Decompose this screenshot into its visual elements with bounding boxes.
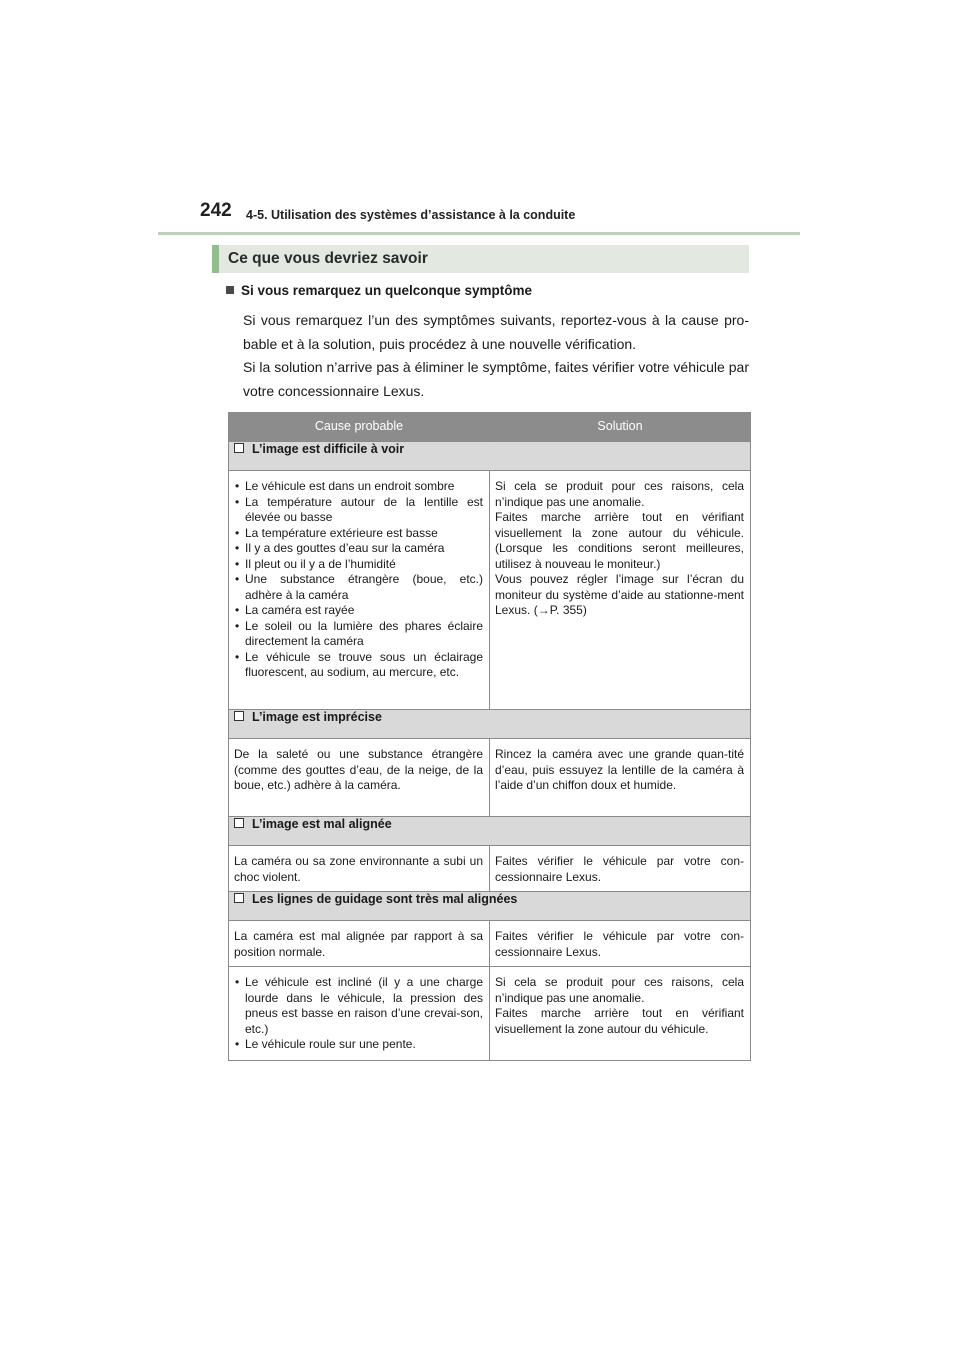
solution-text: Si cela se produit pour ces raisons, cela n’indique pas une anomalie. Faites marche arrière tout en vérifiant visuellement la zone autour du véhicule. (Lorsque les conditions seront meilleures, utilisez à nouveau le moniteur.) Vous pouvez régler l’image sur l’écran du moniteur du système d’aide au stationne-ment Lexus.: [495, 479, 744, 617]
group-row: [229, 710, 751, 739]
solution-cell: [490, 471, 751, 710]
chapter-title: 4-5. Utilisation des systèmes d’assistance à la conduite: [246, 208, 576, 222]
table-row: [229, 739, 751, 817]
group-title: L’image est imprécise: [252, 710, 382, 724]
section-title-box: [212, 245, 749, 273]
cause-item: • Le véhicule est incliné (il y a une charge lourde dans le véhicule, la pression des pneus est basse en raison d’une crevai-son, etc.): [234, 975, 483, 1037]
intro-paragraph: Si vous remarquez l’un des symptômes suivants, reportez-vous à la cause pro-bable et à la solution, puis procédez à une nouvelle vérification.: [243, 312, 749, 352]
page-number: 242: [200, 200, 232, 221]
group-title-cell: [229, 817, 751, 846]
group-row: [229, 442, 751, 471]
cause-item: • Le véhicule est dans un endroit sombre: [234, 479, 483, 495]
table-row: [229, 471, 751, 710]
page-reference: (→P. 355): [533, 603, 587, 617]
solution-cell: Faites vérifier le véhicule par votre con-cessionnaire Lexus.: [490, 921, 751, 967]
cause-item: • Le soleil ou la lumière des phares éclaire directement la caméra: [234, 619, 483, 650]
checkbox-icon: [234, 711, 244, 721]
checkbox-icon: [234, 818, 244, 828]
group-title: Les lignes de guidage sont très mal alignées: [252, 892, 518, 906]
solution-cell: Rincez la caméra avec une grande quan-tité d’eau, puis essuyez la lentille de la caméra à l’aide d’un chiffon doux et humide.: [490, 739, 751, 817]
cause-item: • La température autour de la lentille est élevée ou basse: [234, 495, 483, 526]
table-row: [229, 846, 751, 892]
cause-cell: La caméra ou sa zone environnante a subi un choc violent.: [229, 846, 490, 892]
checkbox-icon: [234, 893, 244, 903]
cause-list: [234, 479, 483, 681]
cause-item: • Il pleut ou il y a de l’humidité: [234, 557, 483, 573]
page-header: [158, 198, 800, 232]
cause-item: • Le véhicule se trouve sous un éclairage fluorescent, au sodium, au mercure, etc.: [234, 650, 483, 681]
table-row: [229, 967, 751, 1061]
header-divider: [158, 232, 800, 235]
group-title: L’image est mal alignée: [252, 817, 392, 831]
cause-cell: La caméra est mal alignée par rapport à sa position normale.: [229, 921, 490, 967]
solution-cell: Faites vérifier le véhicule par votre con-cessionnaire Lexus.: [490, 846, 751, 892]
cause-item: • La caméra est rayée: [234, 603, 483, 619]
symptom-table: [228, 412, 751, 1061]
table-header-row: [229, 413, 751, 442]
cause-cell: [229, 967, 490, 1061]
column-header-solution: Solution: [490, 413, 751, 442]
cause-item: • Une substance étrangère (boue, etc.) adhère à la caméra: [234, 572, 483, 603]
cause-cell: [229, 471, 490, 710]
subheading-text: Si vous remarquez un quelconque symptôme: [241, 283, 533, 298]
group-title-cell: [229, 442, 751, 471]
section-title: Ce que vous devriez savoir: [228, 250, 428, 267]
advice-paragraph: Si la solution n’arrive pas à éliminer le symptôme, faites vérifier votre véhicule par votre concessionnaire Lexus.: [243, 359, 749, 399]
checkbox-icon: [234, 443, 244, 453]
subheading: [226, 283, 532, 298]
group-title-cell: [229, 710, 751, 739]
square-bullet-icon: [226, 286, 234, 294]
group-title-cell: [229, 892, 751, 921]
cause-item: • Le véhicule roule sur une pente.: [234, 1037, 483, 1053]
solution-cell: Si cela se produit pour ces raisons, cela n’indique pas une anomalie. Faites marche arrière tout en vérifiant visuellement la zone autour du véhicule.: [490, 967, 751, 1061]
column-header-cause: Cause probable: [229, 413, 490, 442]
cause-item: • La température extérieure est basse: [234, 526, 483, 542]
group-row: [229, 892, 751, 921]
cause-cell: De la saleté ou une substance étrangère (comme des gouttes d’eau, de la neige, de la boue, etc.) adhère à la caméra.: [229, 739, 490, 817]
group-title: L’image est difficile à voir: [252, 442, 405, 456]
cause-item: • Il y a des gouttes d’eau sur la caméra: [234, 541, 483, 557]
group-row: [229, 817, 751, 846]
table-row: [229, 921, 751, 967]
cause-list: [234, 975, 483, 1053]
